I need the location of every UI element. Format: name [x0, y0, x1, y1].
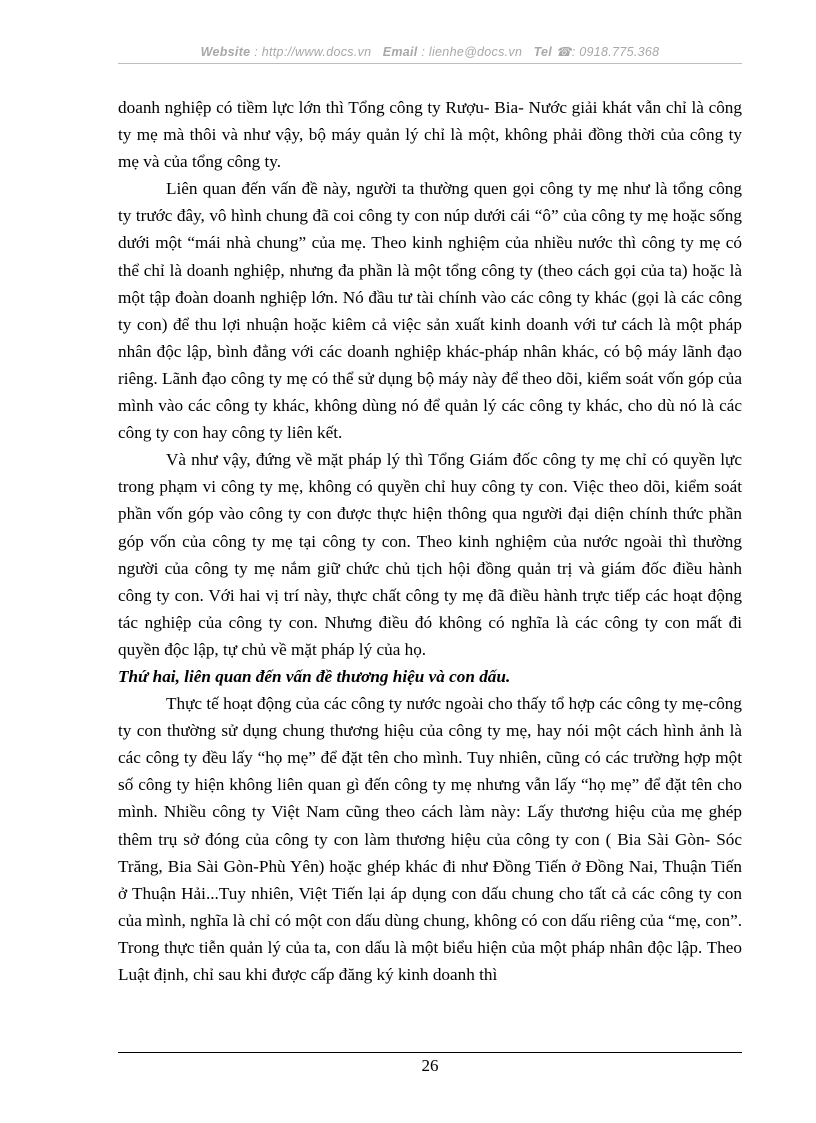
tel-value: : 0918.775.368 [571, 45, 660, 59]
page-number: 26 [421, 1056, 439, 1075]
header-divider [118, 63, 742, 64]
website-value: : http://www.docs.vn [254, 45, 372, 59]
website-label: Website [200, 45, 251, 59]
section-heading: Thứ hai, liên quan đến vấn đề thương hiệu và con dấu. [118, 666, 511, 686]
tel-label: Tel [533, 45, 553, 59]
email-value: : lienhe@docs.vn [421, 45, 523, 59]
document-body [118, 94, 742, 988]
paragraph-3: Và như vậy, đứng về mặt pháp lý thì Tổng Giám đốc công ty mẹ chỉ có quyền lực trong phạm vi công ty mẹ, không có quyền chỉ huy công ty con. Việc theo dõi, kiểm soát phần vốn góp vào công ty con được thực hiện thông qua người đại diện chính thức phần góp vốn của công ty mẹ tại công ty con. Theo kinh nghiệm của nước ngoài thì thường người của công ty mẹ nắm giữ chức chủ tịch hội đồng quản trị và giám đốc điều hành công ty con. Với hai vị trí này, thực chất công ty mẹ đã điều hành trực tiếp các hoạt động tác nghiệp của công ty con. Nhưng điều đó không có nghĩa là các công ty con mất đi quyền độc lập, tự chủ về mặt pháp lý của họ. [118, 450, 742, 659]
paragraph-4: Thực tế hoạt động của các công ty nước ngoài cho thấy tổ hợp các công ty mẹ-công ty con thường sử dụng chung thương hiệu của công ty mẹ, hay nói một cách hình ảnh là các công ty đều lấy “họ mẹ” để đặt tên cho mình. Tuy nhiên, cũng có các trường hợp một số công ty hiện không liên quan gì đến công ty mẹ nhưng vẫn lấy “họ mẹ” để đặt tên cho mình. Nhiều công ty Việt Nam cũng theo cách làm này: Lấy thương hiệu của mẹ ghép thêm trụ sở đóng của công ty con làm thương hiệu của công ty con ( Bia Sài Gòn- Sóc Trăng, Bia Sài Gòn-Phù Yên) hoặc ghép khác đi như Đồng Tiến ở Đồng Nai, Thuận Tiến ở Thuận Hải...Tuy nhiên, Việt Tiến lại áp dụng con dấu chung cho tất cả các công ty con của mình, nghĩa là chỉ có một con dấu dùng chung, không có con dấu riêng của “mẹ, con”. Trong thực tiễn quản lý của ta, con dấu là một biểu hiện của một pháp nhân độc lập. Theo Luật định, chỉ sau khi được cấp đăng ký kinh doanh thì [118, 694, 742, 984]
footer-divider [118, 1052, 742, 1053]
phone-icon: ☎ [555, 45, 572, 59]
page-header [118, 44, 742, 59]
email-label: Email [382, 45, 418, 59]
paragraph-1: doanh nghiệp có tiềm lực lớn thì Tổng công ty Rượu- Bia- Nước giải khát vẫn chỉ là công ty mẹ mà thôi và như vậy, bộ máy quản lý chỉ là một, không phải đồng thời của công ty mẹ và của tổng công ty. [118, 98, 742, 172]
paragraph-2: Liên quan đến vấn đề này, người ta thường quen gọi công ty mẹ như là tổng công ty trước đây, vô hình chung đã coi công ty con núp dưới cái “ô” của công ty mẹ hoặc sống dưới một “mái nhà chung” của mẹ. Theo kinh nghiệm của nhiều nước thì công ty mẹ có thể chỉ là doanh nghiệp, nhưng đa phần là một tổng công ty (theo cách gọi của ta) hoặc là một tập đoàn doanh nghiệp lớn. Nó đầu tư tài chính vào các công ty khác (gọi là các công ty con) để thu lợi nhuận hoặc kiêm cả việc sản xuất kinh doanh với tư cách là một pháp nhân độc lập, bình đẳng với các doanh nghiệp khác-pháp nhân khác, có bộ máy lãnh đạo riêng. Lãnh đạo công ty mẹ có thể sử dụng bộ máy này để theo dõi, kiểm soát vốn góp của mình vào các công ty khác, không dùng nó để quản lý các công ty khác, cho dù nó là các công ty con hay công ty liên kết. [118, 179, 742, 443]
